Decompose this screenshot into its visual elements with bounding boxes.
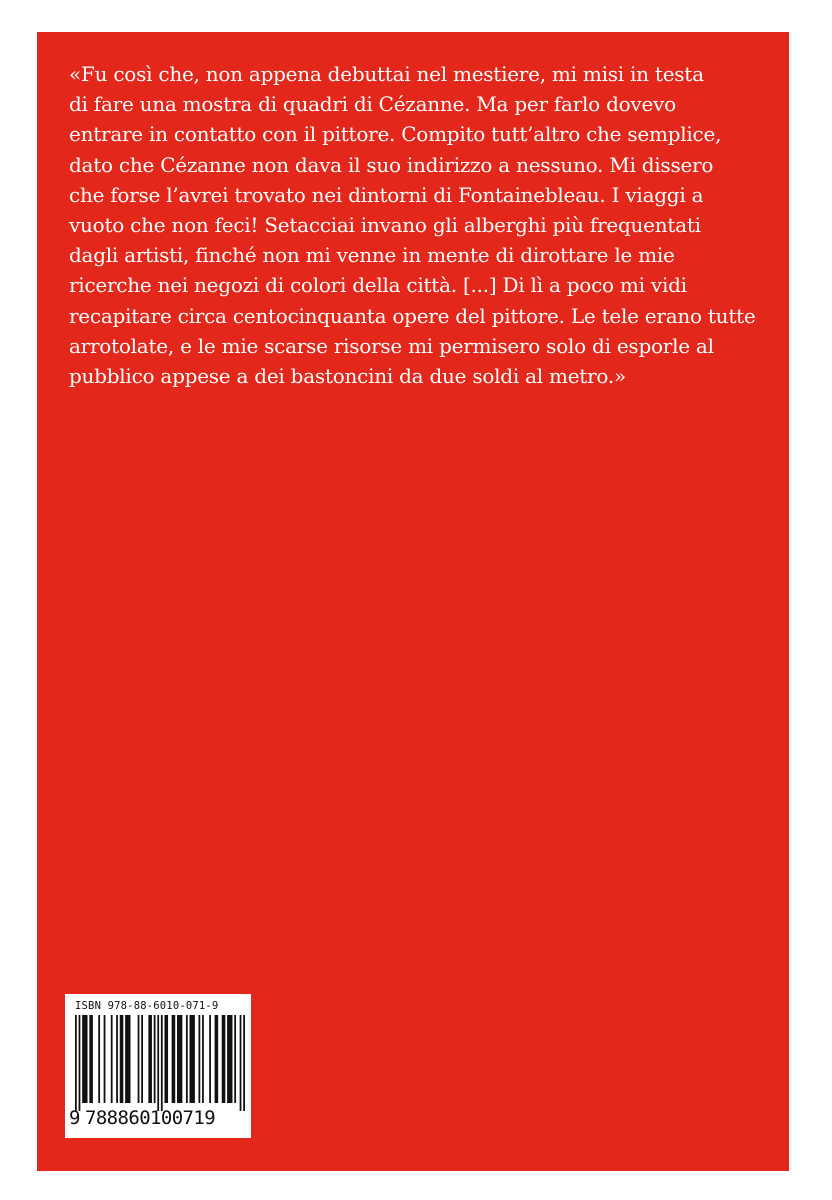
barcode-bar	[104, 1015, 106, 1103]
barcode-bar	[198, 1015, 200, 1103]
barcode-bar	[125, 1015, 130, 1103]
quote-line: dato che Cézanne non dava il suo indirizzo a nessuno. Mi dissero	[69, 152, 714, 177]
quote-line: che forse l’avrei trovato nei dintorni di Fontainebleau. I viaggi a	[69, 182, 704, 207]
quote-line: pubblico appese a dei bastoncini da due soldi al metro.»	[69, 364, 626, 389]
barcode-bar	[116, 1015, 118, 1103]
ean-remaining-digits: 788860100719	[85, 1107, 216, 1129]
barcode-bar	[89, 1015, 93, 1103]
barcode-bars	[75, 1015, 245, 1111]
barcode-bar	[164, 1015, 168, 1103]
barcode-bar	[186, 1015, 188, 1103]
cover-quote	[69, 59, 769, 391]
barcode-bar	[215, 1015, 219, 1103]
barcode-bar	[111, 1015, 113, 1103]
quote-line: ricerche nei negozi di colori della città. [...] Di lì a poco mi vidi	[69, 273, 687, 298]
barcode-bar	[120, 1015, 124, 1103]
barcode-guard-bar	[243, 1015, 245, 1111]
quote-line: recapitare circa centocinquanta opere del pittore. Le tele erano tutte	[69, 303, 756, 328]
barcode-guard-bar	[157, 1015, 159, 1111]
barcode-bar	[222, 1015, 226, 1103]
barcode-bar	[172, 1015, 176, 1103]
quote-line: «Fu così che, non appena debuttai nel mestiere, mi misi in testa	[69, 62, 704, 86]
barcode-bar	[209, 1015, 211, 1103]
barcode-bar	[82, 1015, 87, 1103]
quote-line: entrare in contatto con il pittore. Compito tutt’altro che semplice,	[69, 122, 722, 147]
ean-first-digit: 9	[69, 1107, 81, 1129]
barcode-bar	[227, 1015, 232, 1103]
isbn-barcode	[65, 994, 251, 1138]
barcode-bar	[154, 1015, 156, 1103]
barcode-bar	[141, 1015, 143, 1103]
barcode-bar	[148, 1015, 152, 1103]
quote-line: di fare una mostra di quadri di Cézanne. Ma per farlo dovevo	[69, 92, 676, 117]
quote-line: vuoto che non feci! Setacciai invano gli alberghi più frequentati	[69, 213, 701, 238]
barcode-guard-bar	[75, 1015, 77, 1111]
quote-line: dagli artisti, finché non mi venne in mente di dirottare le mie	[69, 243, 675, 268]
isbn-label: ISBN 978-88-6010-071-9	[75, 1000, 219, 1012]
barcode-bar	[177, 1015, 182, 1103]
barcode-bar	[138, 1015, 140, 1103]
barcode-guard-bar	[161, 1015, 163, 1111]
barcode-bar	[202, 1015, 204, 1103]
barcode-bar	[98, 1015, 100, 1103]
barcode-bar	[234, 1015, 236, 1103]
quote-line: arrotolate, e le mie scarse risorse mi permisero solo di esporle al	[69, 333, 714, 358]
barcode-guard-bar	[240, 1015, 242, 1111]
back-cover	[37, 32, 789, 1171]
barcode-guard-bar	[79, 1015, 81, 1111]
barcode-bar	[190, 1015, 195, 1103]
